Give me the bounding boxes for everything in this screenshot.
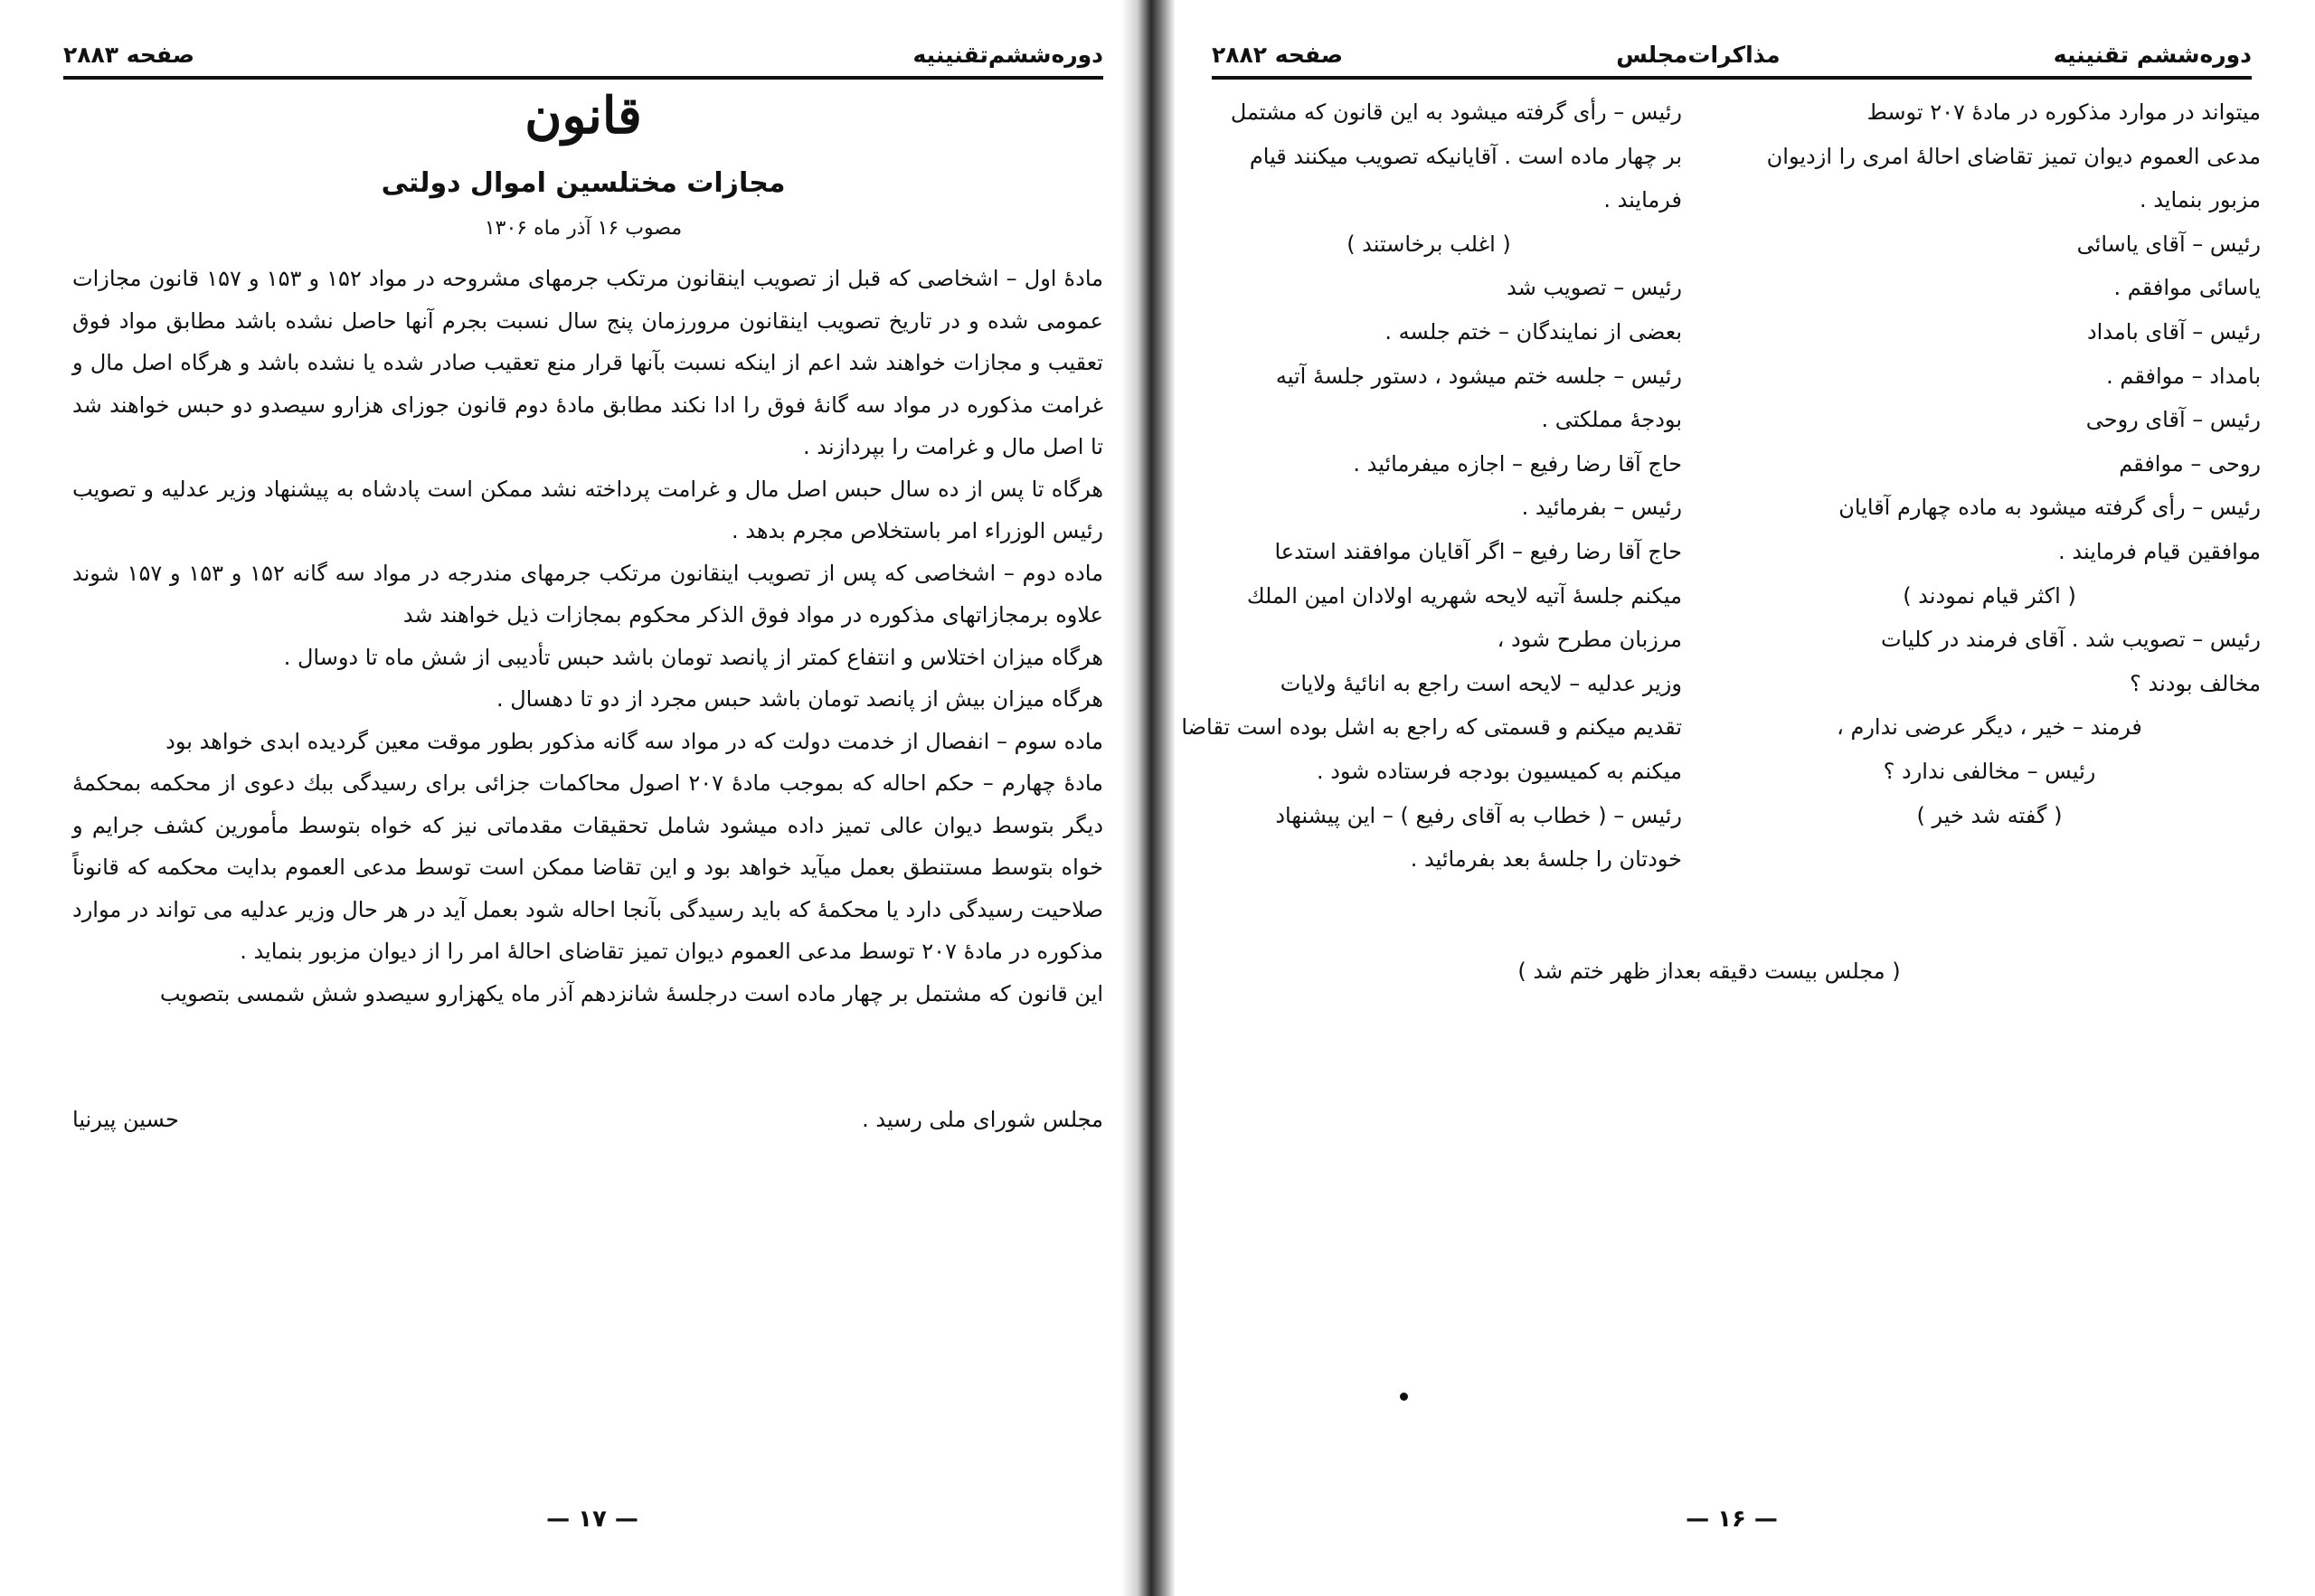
debate-line: روحی – موافقم — [2119, 450, 2261, 477]
left-header-rule — [63, 76, 1103, 80]
debate-line: بودجهٔ مملکتی . — [1541, 407, 1682, 433]
debate-line: رئیس – مخالفی ندارد ؟ — [1883, 758, 2096, 784]
debate-line: رئیس – جلسه ختم میشود ، دستور جلسهٔ آتیه — [1275, 363, 1682, 389]
signature: حسین پیرنیا — [72, 1107, 179, 1132]
debate-line: تقدیم میکنم و قسمتی که راجع به اشل بوده است تقاضا — [1181, 714, 1682, 741]
closing-line: مجلس شورای ملی رسید . — [862, 1107, 1103, 1132]
debate-line: رئیس – آقای روحی — [2085, 407, 2261, 433]
law-paragraph: مادهٔ اول – اشخاصی که قبل از تصویب اینقانون مرتکب جرمهای مشروحه در مواد ۱۵۲ و ۱۵۳ و ۱۵۷ قانون مجازات عمومی شده و در تاریخ تصویب اینقانون مرورزمان پنج سال نسبت بجرم آنها حاصل نشده باشد مطابق مواد فوق تعقیب و مجازات خواهند شد اعم از اینکه نسبت بآنها قرار منع تعقیب صادر شده یا نشده باشد و هرگاه اصل مال و غرامت مذکوره در مواد سه گانهٔ فوق را ادا نکند مطابق مادهٔ دوم قانون جوزای هزارو سیصدو دو حبس خواهند شد تا اصل مال و غرامت را بپردازند . — [72, 266, 1103, 459]
left-page-number: — ۱۷ — — [546, 1506, 638, 1533]
debate-line: موافقین قیام فرمایند . — [2058, 538, 2261, 564]
debate-line: رئیس – ( خطاب به آقای رفیع ) – این پیشنهاد — [1275, 802, 1682, 828]
law-paragraph: ماده سوم – انفصال از خدمت دولت که در مواد سه گانه مذکور بطور موقت معین گردیده ابدی خواهد بود — [165, 728, 1103, 754]
debate-line: میکنم جلسهٔ آتیه لایحه شهریه اولادان امین الملك — [1246, 582, 1682, 609]
debate-line: رئیس – آقای یاسائی — [2076, 231, 2261, 257]
law-body — [72, 258, 1103, 1015]
law-date: مصوب ۱۶ آذر ماه ۱۳۰۶ — [484, 217, 683, 240]
right-page-header — [1212, 34, 2252, 74]
debate-line: ( گفته شد خیر ) — [1916, 802, 2063, 828]
debate-line: ( اکثر قیام نمودند ) — [1903, 582, 2076, 609]
right-page-number-label: صفحه ۲۸۸۲ — [1212, 41, 1344, 68]
law-title: قانون — [524, 86, 642, 146]
debate-line: رئیس – تصویب شد — [1507, 275, 1682, 301]
signature-row — [72, 1099, 1103, 1140]
debate-line: وزیر عدلیه – لایحه است راجع به انائیهٔ ولایات — [1280, 670, 1682, 696]
debate-line: بامداد – موافقم . — [2106, 363, 2261, 389]
debate-line: حاج آقا رضا رفیع – اگر آقایان موافقند استدعا — [1274, 538, 1682, 564]
debate-line: فرمند – خیر ، دیگر عرضی ندارم ، — [1837, 714, 2142, 741]
left-page-period-title: دوره‌ششم‌تقنینیه — [912, 41, 1103, 68]
debate-line: خودتان را جلسهٔ بعد بفرمائید . — [1410, 846, 1682, 873]
debate-line: مدعی العموم دیوان تمیز تقاضای احالهٔ امری را ازدیوان — [1766, 143, 2261, 169]
debate-line: ( اغلب برخاستند ) — [1346, 231, 1511, 257]
debate-line: بعضی از نمایندگان – ختم جلسه . — [1384, 318, 1682, 345]
right-page-number: — ۱۶ — — [1686, 1506, 1778, 1533]
debate-line: رئیس – رأی گرفته میشود به این قانون که مشتمل — [1230, 99, 1682, 125]
debate-line: رئیس – رأی گرفته میشود به ماده چهارم آقایان — [1838, 495, 2261, 521]
debate-line: میتواند در موارد مذکوره در مادهٔ ۲۰۷ توسط — [1866, 99, 2261, 125]
debate-line: فرمایند . — [1603, 187, 1682, 213]
ink-dot — [1400, 1393, 1408, 1401]
right-column-b — [1176, 90, 1682, 882]
law-subtitle: مجازات مختلسین اموال دولتی — [381, 167, 786, 199]
debate-line: میکنم به کمیسیون بودجه فرستاده شود . — [1316, 758, 1682, 784]
debate-line: مخالف بودند ؟ — [2130, 670, 2261, 696]
debate-line: یاسائی موافقم . — [2113, 275, 2261, 301]
law-paragraph: ماده دوم – اشخاصی که پس از تصویب اینقانون مرتکب جرمهای مندرجه در مواد سه گانه ۱۵۲ و ۱۵۳ و ۱۵۷ شوند علاوه برمجازاتهای مذکوره در مواد فوق الذکر محکوم بمجازات ذیل خواهند شد — [72, 560, 1103, 628]
right-page — [1167, 0, 2315, 1596]
left-page — [0, 0, 1139, 1596]
right-page-period: دوره‌ششم تقنینیه — [2053, 41, 2252, 68]
right-page-title: مذاکرات‌مجلس — [1616, 41, 1781, 68]
right-column-a — [1718, 90, 2261, 837]
law-paragraph: هرگاه تا پس از ده سال حبس اصل مال و غرامت پرداخته نشد ممکن است پادشاه به پیشنهاد وزیر عدلیه و تصویب رئیس الوزراء امر باستخلاص مجرم بدهد . — [72, 476, 1103, 543]
law-paragraph: این قانون که مشتمل بر چهار ماده است درجلسهٔ شانزدهم آذر ماه یکهزارو سیصدو شش شمسی بتصویب — [159, 980, 1103, 1006]
closing-note: ( مجلس بیست دقیقه بعداز ظهر ختم شد ) — [1517, 959, 1901, 984]
debate-line: رئیس – آقای بامداد — [2086, 318, 2261, 345]
left-page-header — [63, 34, 1103, 74]
debate-line: مرزبان مطرح شود ، — [1497, 627, 1682, 653]
left-page-number-label: صفحه ۲۸۸۳ — [63, 41, 195, 68]
debate-line: حاج آقا رضا رفیع – اجازه میفرمائید . — [1353, 450, 1682, 477]
law-paragraph: هرگاه میزان اختلاس و انتفاع کمتر از پانصد تومان باشد حبس تأدیبی از شش ماه تا دوسال . — [283, 644, 1103, 670]
debate-line: رئیس – تصویب شد . آقای فرمند در کلیات — [1880, 627, 2261, 653]
law-paragraph: مادهٔ چهارم – حکم احاله که بموجب مادهٔ ۲۰۷ اصول محاکمات جزائی برای رسیدگی ببك دعوی از محکمه بمحکمهٔ دیگر بتوسط دیوان عالی تمیز داده میشود شامل تحقیقات مقدماتی نیز که خواه بتوسط مأمورین کشف جرایم و خواه بتوسط مستنطق بعمل میآید خواهد بود و این تقاضا ممکن است توسط مدعی العموم بدایت محکمه که قانوناً صلاحیت رسیدگی دارد یا محکمهٔ که باید رسیدگی بآنجا احاله شود بعمل آید در هر حال وزیر عدلیه می تواند در موارد مذکوره در مادهٔ ۲۰۷ توسط مدعی العموم دیوان تمیز تقاضای احالهٔ امر را از دیوان مزبور بنماید . — [72, 770, 1103, 964]
debate-line: رئیس – بفرمائید . — [1521, 495, 1682, 521]
right-header-rule — [1212, 76, 2252, 80]
law-paragraph: هرگاه میزان بیش از پانصد تومان باشد حبس مجرد از دو تا دهسال . — [496, 686, 1103, 712]
debate-line: بر چهار ماده است . آقایانیکه تصویب میکنند قیام — [1249, 143, 1682, 169]
debate-line: مزبور بنماید . — [2139, 187, 2261, 213]
